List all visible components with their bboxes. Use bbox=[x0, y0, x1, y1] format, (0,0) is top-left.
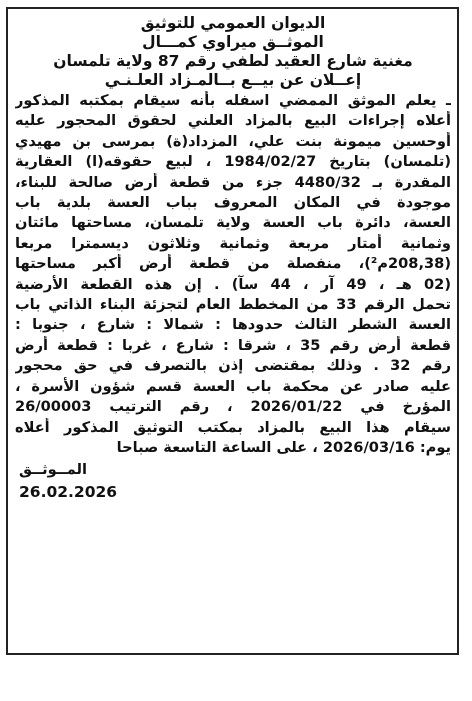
body-line: موجودة في المكان المعروف بباب العسة بلدية باب bbox=[15, 194, 451, 212]
body-line: العسة الشطر الثالث حدودها : شمالا : شارع ، جنوبا : bbox=[15, 316, 451, 334]
notice-title: إعــلان عن بيــع بــالمـزاد العلـنـي bbox=[104, 71, 362, 89]
body-line: قطعة أرض رقم 35 ، شرقا : شارع ، غربا : قطعة أرض bbox=[15, 336, 451, 354]
body-line: ـ يعلم الموثق الممضي اسفله بأنه سيقام بمكتبه المذكور bbox=[15, 92, 451, 109]
notary-signoff bbox=[15, 460, 451, 480]
body-line: (تلمسان) بتاريخ 1984/02/27 ، لبيع حقوقه(ا) العقارية bbox=[15, 153, 451, 171]
body-line: تحمل الرقم 33 من المخطط العام لتجزئة البناء الذاتي باب bbox=[15, 296, 451, 314]
body-line: المؤرخ في 2026/01/22 ، رقم الترتيب 26/00003 bbox=[15, 398, 451, 416]
body-line: عليه صادر عن محكمة باب العسة قسم شؤون الأسرة ، bbox=[15, 377, 451, 395]
notice-date: 26.02.2026 bbox=[19, 482, 118, 501]
notice-body bbox=[15, 91, 451, 458]
notice-header bbox=[15, 14, 451, 90]
notary-name: الموثــق ميراوي كمـــال bbox=[142, 33, 324, 51]
office-name: الديوان العمومي للتوثيق bbox=[140, 14, 326, 32]
body-line: أوحسين ميمونة بنت علي، المزداد(ة) بمرسى بن مهيدي bbox=[15, 132, 451, 150]
notary-address: مغنية شارع العقيد لطفي رقم 87 ولاية تلمسان bbox=[53, 52, 413, 70]
body-line: (02 هـ ، 49 آر ، 44 سآ) . إن هذه القطعة الأرضية bbox=[15, 275, 451, 293]
body-line: المقدرة بـ 4480/32 جزء من قطعة أرض صالحة للبناء، bbox=[15, 173, 451, 191]
body-line: العسة، دائرة باب العسة ولاية تلمسان، مساحتها مائتان bbox=[15, 214, 451, 232]
body-line: (208,38م²)، منفصلة من قطعة أرض أكبر مساحتها bbox=[15, 255, 451, 273]
signoff-label: المــوثــق bbox=[19, 461, 88, 479]
body-line: وثمانية أمتار مربعة وثمانية وثلاثون ديسمترا مربعا bbox=[15, 234, 451, 252]
body-line: رقم 32 . وذلك بمقتضى إذن بالتصرف في حق محجور bbox=[15, 357, 451, 375]
notice-frame bbox=[6, 7, 459, 655]
body-line: يوم: 2026/03/16 ، على الساعة التاسعة صباحا bbox=[116, 438, 451, 456]
body-line: سيقام هذا البيع بالمزاد بمكتب التوثيق المذكور أعلاه bbox=[15, 418, 451, 436]
body-line: أعلاه إجراءات البيع بالمزاد العلني لحقوق المحجور عليه bbox=[15, 112, 451, 130]
